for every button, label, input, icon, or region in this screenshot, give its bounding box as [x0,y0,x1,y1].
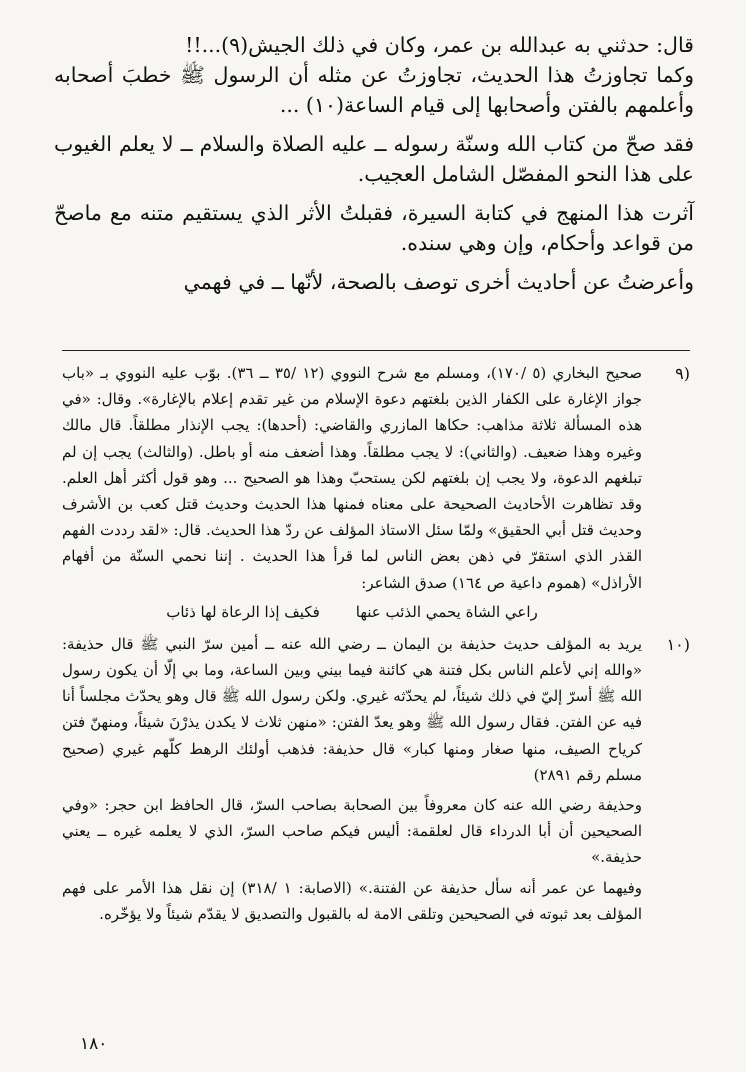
footnote-number: ٩) [675,364,690,383]
main-text [54,30,694,297]
page-number: ١٨٠ [80,1034,108,1054]
paragraph-3: فقد صحّ من كتاب الله وسنّة رسوله ــ عليه الصلاة والسلام ــ لا يعلم الغيوب على هذا النحو المفصّل الشامل العجيب. [54,132,694,186]
paragraph-2: وكما تجاوزتُ هذا الحديث، تجاوزتُ عن مثله أن الرسول ﷺ خطبَ أصحابه وأعلمهم بالفتن وأصحابها إلى قيام الساعة(١٠) ... [54,63,694,117]
footnote-text: وفيهما عن عمر أنه سأل حذيفة عن الفتنة.» (الاصابة: ١ /٣١٨) إن نقل هذا الأمر على فهم المؤلف بعد ثبوته في الصحيحين وتلقى الامة له بالقبول والتصديق لا يقدّم شيئاً ولا يؤخّره. [62,878,642,923]
footnote-separator [62,350,690,351]
paragraph-1: قال: حدثني به عبدالله بن عمر، وكان في ذلك الجيش(٩)...!! [185,33,694,57]
footnote-text: يريد به المؤلف حديث حذيفة بن اليمان ــ رضي الله عنه ــ أمين سرّ النبي ﷺ قال حذيفة: «والله إني لأعلم الناس بكل فتنة هي كائنة فيما بيني وبين الساعة، وما بي إلّا أن يكون رسول الله ﷺ أسرّ إليّ في ذلك شيئاً، لم يحدّثه غيري. ولكن رسول الله ﷺ قال وهو يحدّث مجلساً أنا فيه عن الفتن. فقال رسول الله ﷺ وهو يعدّ الفتن: «منهن ثلاث لا يكدن يذرْنَ شيئاً، ومنهنّ فتن كرياح الصيف، منها صغار ومنها كبار» قال حذيفة: فذهب أولئك الرهط كلّهم غيري (صحيح مسلم رقم ٢٨٩١) [62,634,642,784]
paragraph-4: آثرت هذا المنهج في كتابة السيرة، فقبلتُ الأثر الذي يستقيم متنه مع ماصحّ من قواعد وأحكام، وإن وهي سنده. [54,201,694,255]
verse-first-hemistich: راعي الشاة يحمي الذئب عنها [355,602,538,621]
footnotes [62,360,690,927]
paragraph-5: وأعرضتُ عن أحاديث أخرى توصف بالصحة، لأنّها ــ في فهمي [183,270,694,294]
footnote-number: ١٠) [666,634,690,654]
footnote-text: وحذيفة رضي الله عنه كان معروفاً بين الصحابة بصاحب السرّ، قال الحافظ ابن حجر: «وفي الصحيحين أن أبا الدرداء قال لعلقمة: أليس فيكم صاحب السرّ، الذي لا يعلمه غيره ــ يعني حذيفة.» [62,796,642,867]
footnote-text: صحيح البخاري (٥ /١٧٠)، ومسلم مع شرح النووي (١٢ /٣٥ ــ ٣٦). بوّب عليه النووي بـ «باب جواز الإغارة على الكفار الذين بلغتهم دعوة الإسلام من غير تقدم إعلام بالإغارة». وقال: «في هذه المسألة ثلاثة مذاهب: حكاها المازري والقاضي: (أحدها): يجب الإنذار مطلقاً. قال مالك وغيره وهذا ضعيف. (والثاني): لا يجب مطلقاً. وهذا أضعف منه أو باطل. (والثالث) يجب إن لم تبلغهم الدعوة، ولا يجب إن بلغتهم لكن يستحبّ وهذا هو الصحيح ... وهو قول أكثر أهل العلم. وقد تظاهرت الأحاديث الصحيحة على معناه فمنها هذا الحديث وحديث قتل كعب بن الأشرف وحديث قتل أبي الحقيق» ولمّا سئل الاستاذ المؤلف عن ردّ هذا الحديث. قال: «لقد رددت الفهم القذر الذي استقرّ في ذهن بعض الناس لما قرأ هذا الحديث . إننا نحمي السنّة من أفهام الأراذل» (هموم داعية ص ١٦٤) صدق الشاعر: [62,364,642,592]
poem-verse [62,599,642,625]
footnote-10 [62,631,690,927]
verse-second-hemistich: فكيف إذا الرعاة لها ذئاب [166,602,320,621]
footnote-9 [62,360,690,625]
